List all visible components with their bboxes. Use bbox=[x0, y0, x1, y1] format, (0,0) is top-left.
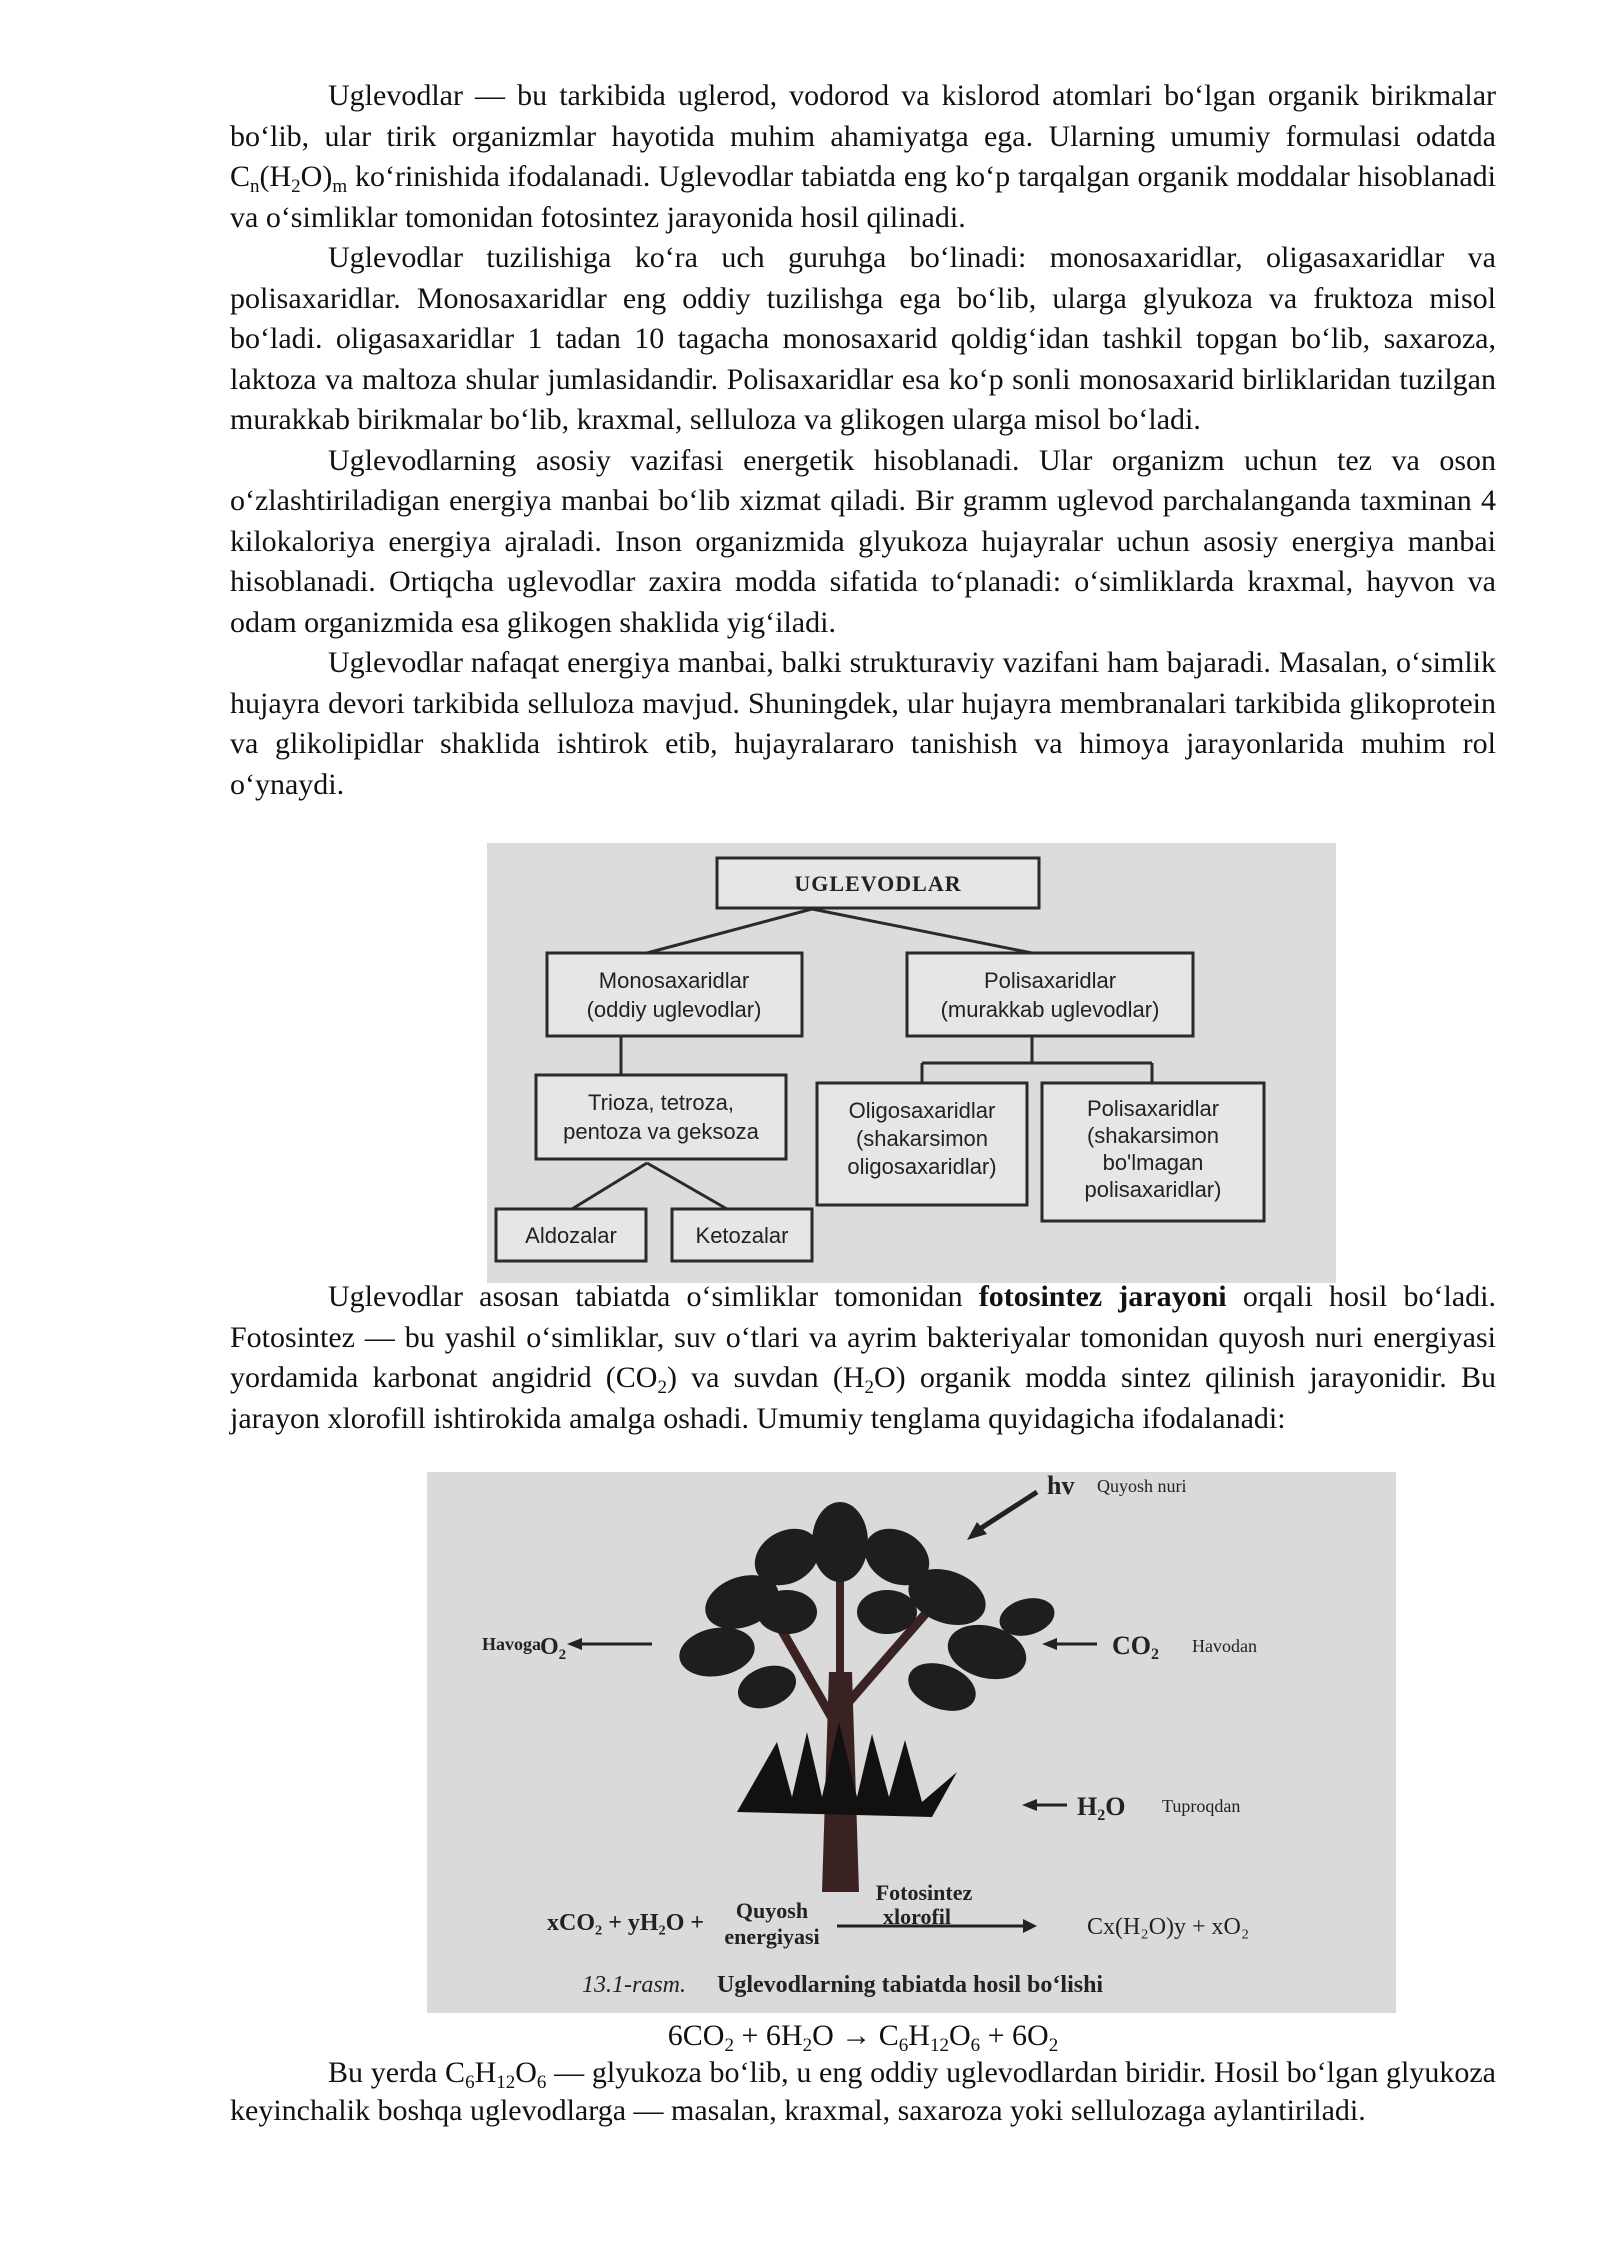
paragraph-classification: Uglevodlar tuzilishiga ko‘ra uch guruhga bo‘linadi: monosaxaridlar, oligasaxaridlar va polisaxaridlar. Monosaxaridlar eng oddiy tuzilishga ega bo‘lib, ularga glyukoza va fruktoza misol bo‘ladi. oligasaxaridlar 1 tadan 10 tagacha monosaxarid qoldig‘idan tashkil topgan bo‘lib, saxaroza, laktoza va maltoza shular jumlasidandir. Polisaxaridlar esa ko‘p sonli monosaxarid birliklaridan tuzilgan murakkab birikmalar bo‘lib, kraxmal, selluloza va glikogen ularga misol bo‘ladi. bbox=[230, 241, 1496, 436]
hv-label: hv bbox=[1047, 1472, 1075, 1500]
figure-equation-left: xCO₂ + yH₂O + bbox=[547, 1910, 705, 1936]
text: orqali hosil bo‘ladi. Fotosintez — bu yashil o‘simliklar, suv o‘tlari va ayrim bakteriyalar tomonidan quyosh nuri energiyasi yordamida karbonat angidrid (CO bbox=[230, 1280, 1496, 1394]
photosynthesis-figure bbox=[427, 1472, 1396, 2013]
energy-label-2: energiyasi bbox=[724, 1924, 820, 1949]
polyb-label-3: bo'lmagan bbox=[1102, 1150, 1204, 1175]
text: ko‘rinishida ifodalanadi. Uglevodlar tabiatda eng ko‘p tarqalgan organik moddalar hisoblanadi va o‘simliklar tomonidan fotosintez jarayonida hosil qilinadi. bbox=[230, 160, 1496, 234]
photosynthesis-svg bbox=[427, 1472, 1396, 2013]
energy-label-1: Quyosh bbox=[735, 1898, 809, 1923]
text: O) organik modda sintez qilinish jarayonidir. Bu jarayon xlorofill ishtirokida amalga oshadi. Umumiy tenglama quyidagicha ifodalanadi: bbox=[230, 1361, 1497, 1435]
arrow-top-label: Fotosintez bbox=[875, 1880, 973, 1905]
mono-label: Monosaxaridlar bbox=[598, 968, 750, 993]
text: O) bbox=[300, 160, 333, 193]
h2o-formula: H2O bbox=[1077, 1792, 1126, 1824]
text: ) va suvdan (H bbox=[666, 1361, 865, 1394]
co2-source-label: Havodan bbox=[1192, 1636, 1257, 1656]
paragraph-structure: Uglevodlar nafaqat energiya manbai, balki strukturaviy vazifani ham bajaradi. Masalan, o‘simlik hujayra devori tarkibida selluloza mavjud. Shuningdek, ular hujayra membranalari tarkibida glikoprotein va glikolipidlar shaklida ishtirok etib, hujayralararo tanishish va himoya jarayonlarida muhim rol o‘ynaydi. bbox=[230, 646, 1496, 801]
reaction-arrowhead bbox=[1023, 1919, 1037, 1933]
keto-label: Ketozalar bbox=[695, 1223, 789, 1248]
polyb-label-2: (shakarsimon bbox=[1086, 1123, 1220, 1148]
h2o-arrowhead bbox=[1022, 1799, 1037, 1811]
root-label: UGLEVODLAR bbox=[794, 871, 962, 896]
subscript: m bbox=[332, 176, 348, 197]
poly-sub-label: (murakkab uglevodlar) bbox=[940, 997, 1160, 1022]
aldo-label: Aldozalar bbox=[525, 1223, 617, 1248]
subscript: n bbox=[250, 176, 260, 197]
diagram-svg bbox=[487, 843, 1336, 1283]
paragraph-definition bbox=[230, 76, 1496, 238]
box-monosaxaridlar bbox=[547, 953, 802, 1036]
figure-caption-text: Uglevodlarning tabiatda hosil bo‘lishi bbox=[717, 1972, 1104, 1998]
oligo-label-2: (shakarsimon bbox=[855, 1126, 989, 1151]
sunlight-label: Quyosh nuri bbox=[1097, 1476, 1187, 1496]
paragraph-energy: Uglevodlarning asosiy vazifasi energetik hisoblanadi. Ular organizm uchun tez va oson o‘zlashtiriladigan energiya manbai bo‘lib xizmat qiladi. Bir gramm uglevod parchalanganda taxminan 4 kilokaloriya energiya ajraladi. Inson organizmida glyukoza hujayralar uchun asosiy energiya manbai hisoblanadi. Ortiqcha uglevodlar zaxira modda sifatida to‘planadi: o‘simliklarda kraxmal, hayvon va odam organizmida esa glikogen shaklida yig‘iladi. bbox=[230, 443, 1496, 639]
document-body-continued bbox=[230, 1277, 1496, 1439]
polyb-label-4: polisaxaridlar) bbox=[1084, 1177, 1222, 1202]
subscript: 2 bbox=[291, 176, 301, 197]
sunlight-arrow bbox=[975, 1492, 1037, 1532]
trioza-label: Trioza, tetroza, bbox=[588, 1090, 734, 1115]
trioza-label-2: pentoza va geksoza bbox=[563, 1119, 759, 1144]
subscript: 2 bbox=[864, 1377, 874, 1398]
document-body bbox=[230, 76, 1496, 805]
paragraph-photosynthesis bbox=[230, 1277, 1496, 1439]
box-polisaxaridlar bbox=[907, 953, 1193, 1036]
o2-arrowhead bbox=[567, 1638, 582, 1650]
box-trioza bbox=[536, 1075, 786, 1159]
figure-caption-number: 13.1-rasm. bbox=[582, 1972, 687, 1998]
text: Uglevodlar asosan tabiatda o‘simliklar tomonidan bbox=[328, 1280, 979, 1313]
bold-text: fotosintez jarayoni bbox=[978, 1280, 1227, 1313]
h2o-source-label: Tuproqdan bbox=[1162, 1796, 1241, 1816]
oligo-label-3: oligosaxaridlar) bbox=[847, 1154, 997, 1179]
text: Uglevodlar — bu tarkibida uglerod, vodorod va kislorod atomlari bo‘lgan organik birikmalar bo‘lib, ular tirik organizmlar hayotida muhim ahamiyatga ega. Ularning umumiy formulasi odatda C bbox=[230, 79, 1496, 193]
figure-equation-right: Cx(H₂O)y + xO₂ bbox=[1087, 1914, 1250, 1940]
mono-sub-label: (oddiy uglevodlar) bbox=[586, 997, 762, 1022]
poly-label: Polisaxaridlar bbox=[983, 968, 1117, 993]
document-body-end bbox=[230, 2054, 1496, 2130]
polyb-label: Polisaxaridlar bbox=[1086, 1096, 1220, 1121]
carbohydrate-classification-diagram bbox=[487, 843, 1336, 1283]
o2-formula: $O_2$ bbox=[540, 1634, 567, 1663]
co2-formula: CO2 bbox=[1112, 1631, 1159, 1663]
arrow-bottom-label: xlorofil bbox=[882, 1904, 952, 1929]
paragraph-glucose: Bu yerda $C_6H_{12}O_6$ — glyukoza bo‘lib, u eng oddiy uglevodlardan biridir. Hosil bo‘lgan glyukoza keyinchalik boshqa uglevodlarga — masalan, kraxmal, saxaroza yoki sellulozaga aylantiriladi. bbox=[230, 2056, 1496, 2127]
glucose-equation: $6CO_2 + 6H_2O \to C_6H_{12}O_6 + 6O_2$ bbox=[667, 2019, 1059, 2056]
text: (H bbox=[259, 160, 292, 193]
o2-destination-label: Havoga bbox=[482, 1634, 542, 1654]
oligo-label: Oligosaxaridlar bbox=[848, 1098, 996, 1123]
co2-arrowhead bbox=[1042, 1638, 1057, 1650]
subscript: 2 bbox=[657, 1377, 667, 1398]
